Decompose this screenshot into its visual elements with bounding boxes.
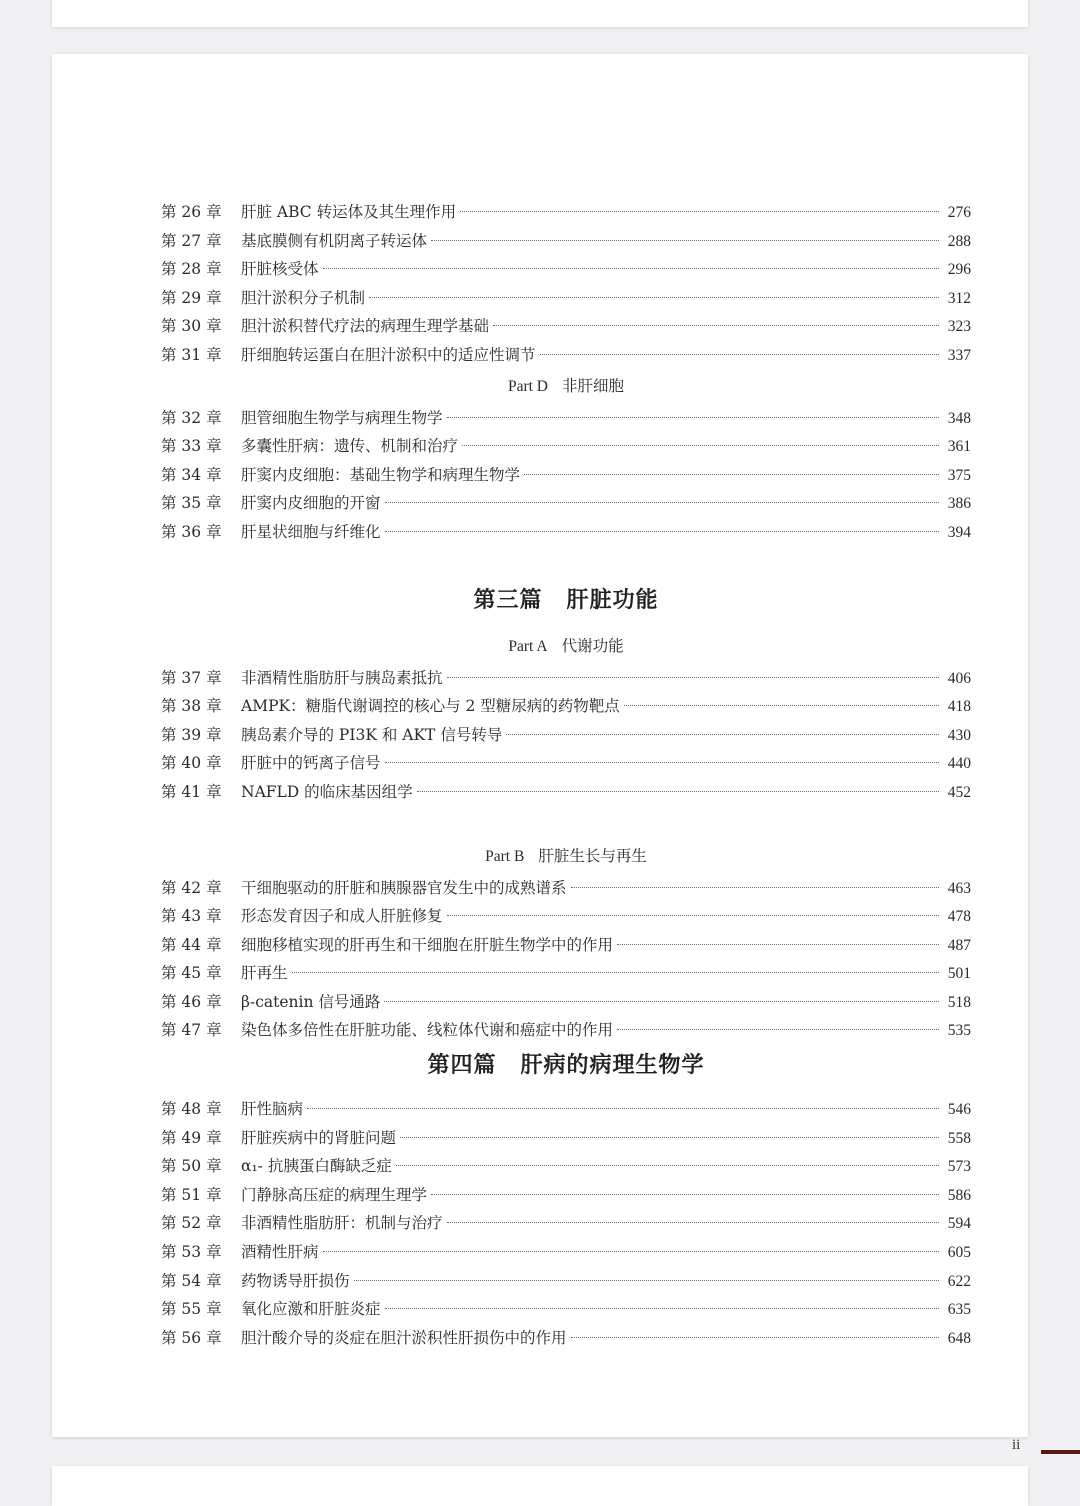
toc-entry[interactable] [161, 1152, 971, 1181]
book-part-name: 肝病的病理生物学 [520, 1052, 705, 1079]
dot-leader [624, 705, 939, 706]
dot-leader [384, 1001, 939, 1002]
chapter-title: 肝细胞转运蛋白在胆汁淤积中的适应性调节 [241, 345, 536, 364]
toc-entry[interactable] [161, 284, 971, 313]
chapter-number: 第 50 章 [161, 1157, 222, 1176]
dot-leader [400, 1137, 939, 1138]
toc-entry[interactable] [161, 902, 971, 931]
toc-section [161, 580, 971, 807]
toc-entry[interactable] [161, 1295, 971, 1324]
page-number: ii [1012, 1437, 1021, 1453]
chapter-title: 染色体多倍性在肝脏功能、线粒体代谢和癌症中的作用 [241, 1021, 614, 1040]
dot-leader [396, 1165, 939, 1166]
chapter-title: 形态发育因子和成人肝脏修复 [241, 907, 443, 926]
chapter-page-number: 535 [947, 1022, 971, 1040]
next-page-sheet [52, 1466, 1028, 1506]
chapter-number: 第 41 章 [161, 782, 222, 801]
book-part-title [161, 580, 971, 630]
toc-entry[interactable] [161, 1209, 971, 1238]
chapter-number: 第 28 章 [161, 260, 222, 279]
toc-entry[interactable] [161, 1181, 971, 1210]
chapter-page-number: 586 [947, 1186, 971, 1204]
toc-entry[interactable] [161, 1016, 971, 1045]
chapter-title: 肝脏核受体 [241, 260, 319, 279]
toc-section [161, 840, 971, 1046]
part-label: Part B [485, 847, 525, 865]
chapter-page-number: 361 [947, 438, 971, 456]
table-of-contents [161, 198, 971, 1352]
part-heading [161, 630, 971, 664]
chapter-title: 肝窦内皮细胞的开窗 [241, 494, 381, 513]
dot-leader [431, 240, 939, 241]
chapter-number: 第 27 章 [161, 231, 222, 250]
chapter-title: 肝性脑病 [241, 1100, 304, 1119]
chapter-number: 第 55 章 [161, 1300, 222, 1319]
chapter-number: 第 35 章 [161, 494, 222, 513]
toc-entry[interactable] [161, 1238, 971, 1267]
chapter-number: 第 38 章 [161, 697, 222, 716]
toc-entry[interactable] [161, 988, 971, 1017]
toc-entry[interactable] [161, 312, 971, 341]
chapter-page-number: 605 [947, 1244, 971, 1262]
toc-entry[interactable] [161, 1324, 971, 1353]
chapter-number: 第 30 章 [161, 317, 222, 336]
chapter-number: 第 43 章 [161, 907, 222, 926]
chapter-number: 第 56 章 [161, 1328, 222, 1347]
toc-entry[interactable] [161, 664, 971, 693]
chapter-page-number: 518 [947, 993, 971, 1011]
chapter-page-number: 323 [947, 318, 971, 336]
toc-entry[interactable] [161, 404, 971, 433]
chapter-number: 第 36 章 [161, 522, 222, 541]
chapter-page-number: 648 [947, 1329, 971, 1347]
chapter-page-number: 288 [947, 232, 971, 250]
chapter-page-number: 386 [947, 495, 971, 513]
chapter-number: 第 32 章 [161, 408, 222, 427]
part-name: 非肝细胞 [562, 376, 625, 395]
chapter-title: 肝星状细胞与纤维化 [241, 522, 381, 541]
chapter-title: 酒精性肝病 [241, 1243, 319, 1262]
chapter-page-number: 348 [947, 409, 971, 427]
toc-entry[interactable] [161, 1267, 971, 1296]
chapter-title: 非酒精性脂肪肝：机制与治疗 [241, 1214, 443, 1233]
book-part-number: 第四篇 [427, 1052, 497, 1079]
chapter-title: 肝脏中的钙离子信号 [241, 754, 381, 773]
chapter-title: AMPK：糖脂代谢调控的核心与 2 型糖尿病的药物靶点 [241, 697, 620, 716]
toc-entry[interactable] [161, 1095, 971, 1124]
chapter-page-number: 312 [947, 289, 971, 307]
toc-page [52, 54, 1028, 1453]
dot-leader [540, 354, 939, 355]
chapter-title: 肝窦内皮细胞：基础生物学和病理生物学 [241, 465, 521, 484]
toc-entry[interactable] [161, 1124, 971, 1153]
dot-leader [417, 791, 939, 792]
chapter-number: 第 33 章 [161, 437, 222, 456]
dot-leader [385, 531, 939, 532]
toc-entry[interactable] [161, 749, 971, 778]
chapter-title: NAFLD 的临床基因组学 [241, 782, 413, 801]
chapter-number: 第 47 章 [161, 1021, 222, 1040]
dot-leader [617, 1029, 939, 1030]
chapter-title: 药物诱导肝损伤 [241, 1271, 350, 1290]
chapter-number: 第 40 章 [161, 754, 222, 773]
dot-leader [447, 677, 939, 678]
chapter-title: 胰岛素介导的 PI3K 和 AKT 信号转导 [241, 725, 503, 744]
dot-leader [385, 502, 939, 503]
chapter-title: β-catenin 信号通路 [241, 992, 381, 1011]
part-heading [161, 370, 971, 404]
dot-leader [307, 1108, 939, 1109]
chapter-title: 胆汁淤积分子机制 [241, 288, 366, 307]
chapter-number: 第 48 章 [161, 1100, 222, 1119]
dot-leader [506, 734, 939, 735]
chapter-page-number: 337 [947, 346, 971, 364]
chapter-title: 干细胞驱动的肝脏和胰腺器官发生中的成熟谱系 [241, 878, 567, 897]
chapter-title: 细胞移植实现的肝再生和干细胞在肝脏生物学中的作用 [241, 935, 614, 954]
chapter-number: 第 53 章 [161, 1243, 222, 1262]
toc-entry[interactable] [161, 518, 971, 547]
chapter-title: 门静脉高压症的病理生理学 [241, 1185, 428, 1204]
dot-leader [447, 915, 939, 916]
toc-entry[interactable] [161, 959, 971, 988]
chapter-title: 肝脏 ABC 转运体及其生理作用 [241, 203, 457, 221]
chapter-number: 第 42 章 [161, 878, 222, 897]
chapter-title: 基底膜侧有机阴离子转运体 [241, 231, 428, 250]
chapter-number: 第 52 章 [161, 1214, 222, 1233]
chapter-number: 第 37 章 [161, 668, 222, 687]
toc-entry[interactable] [161, 692, 971, 721]
toc-entry[interactable] [161, 341, 971, 370]
dot-leader [369, 297, 939, 298]
dot-leader [447, 417, 939, 418]
chapter-page-number: 375 [947, 466, 971, 484]
dot-leader [460, 211, 939, 212]
chapter-page-number: 622 [947, 1272, 971, 1290]
chapter-number: 第 51 章 [161, 1185, 222, 1204]
page-number-bar [1041, 1450, 1080, 1454]
part-name: 代谢功能 [561, 636, 624, 655]
chapter-page-number: 501 [947, 965, 971, 983]
toc-section [161, 1045, 971, 1352]
chapter-number: 第 54 章 [161, 1271, 222, 1290]
toc-entry[interactable] [161, 931, 971, 960]
chapter-number: 第 26 章 [161, 203, 222, 221]
chapter-title: α₁- 抗胰蛋白酶缺乏症 [241, 1157, 392, 1176]
chapter-page-number: 594 [947, 1215, 971, 1233]
dot-leader [493, 325, 939, 326]
dot-leader [323, 1251, 939, 1252]
book-part-name: 肝脏功能 [566, 586, 659, 613]
chapter-page-number: 463 [947, 879, 971, 897]
chapter-page-number: 406 [947, 669, 971, 687]
chapter-number: 第 46 章 [161, 992, 222, 1011]
toc-entry[interactable] [161, 778, 971, 807]
chapter-page-number: 430 [947, 726, 971, 744]
chapter-page-number: 487 [947, 936, 971, 954]
chapter-number: 第 29 章 [161, 288, 222, 307]
toc-entry[interactable] [161, 489, 971, 518]
chapter-number: 第 34 章 [161, 465, 222, 484]
chapter-title: 胆管细胞生物学与病理生物学 [241, 408, 443, 427]
part-label: Part D [507, 377, 549, 395]
chapter-page-number: 296 [947, 261, 971, 279]
book-part-title [161, 1045, 971, 1095]
dot-leader [385, 762, 939, 763]
toc-entry[interactable] [161, 227, 971, 256]
dot-leader [617, 944, 939, 945]
chapter-page-number: 418 [947, 698, 971, 716]
chapter-page-number: 394 [947, 523, 971, 541]
chapter-number: 第 39 章 [161, 725, 222, 744]
chapter-page-number: 573 [947, 1158, 971, 1176]
chapter-page-number: 440 [947, 755, 971, 773]
book-part-number: 第三篇 [473, 586, 543, 613]
chapter-page-number: 558 [947, 1129, 971, 1147]
dot-leader [524, 474, 939, 475]
dot-leader [571, 1337, 939, 1338]
toc-entry[interactable] [161, 461, 971, 490]
toc-entry[interactable] [161, 432, 971, 461]
dot-leader [323, 268, 939, 269]
toc-entry[interactable] [161, 874, 971, 903]
chapter-title: 肝再生 [241, 964, 288, 983]
previous-page-sheet [52, 0, 1028, 27]
chapter-number: 第 45 章 [161, 964, 222, 983]
toc-entry[interactable] [161, 255, 971, 284]
toc-entry[interactable] [161, 721, 971, 750]
dot-leader [354, 1280, 939, 1281]
chapter-page-number: 478 [947, 908, 971, 926]
chapter-title: 胆汁淤积替代疗法的病理生理学基础 [241, 317, 490, 336]
chapter-title: 胆汁酸介导的炎症在胆汁淤积性肝损伤中的作用 [241, 1328, 567, 1347]
part-heading [161, 840, 971, 874]
dot-leader [385, 1308, 939, 1309]
dot-leader [571, 887, 939, 888]
chapter-page-number: 452 [947, 783, 971, 801]
part-name: 肝脏生长与再生 [538, 846, 647, 865]
chapter-page-number: 635 [947, 1301, 971, 1319]
chapter-page-number: 546 [947, 1101, 971, 1119]
chapter-number: 第 44 章 [161, 935, 222, 954]
toc-section [161, 370, 971, 547]
dot-leader [292, 972, 939, 973]
toc-entry[interactable] [161, 198, 971, 227]
chapter-page-number: 276 [947, 204, 971, 221]
chapter-title: 肝脏疾病中的肾脏问题 [241, 1128, 397, 1147]
toc-section [161, 198, 971, 370]
chapter-number: 第 31 章 [161, 345, 222, 364]
part-label: Part A [508, 637, 548, 655]
dot-leader [447, 1222, 939, 1223]
chapter-title: 氧化应激和肝脏炎症 [241, 1300, 381, 1319]
dot-leader [462, 445, 939, 446]
chapter-number: 第 49 章 [161, 1128, 222, 1147]
chapter-title: 多囊性肝病：遗传、机制和治疗 [241, 437, 459, 456]
chapter-title: 非酒精性脂肪肝与胰岛素抵抗 [241, 668, 443, 687]
dot-leader [431, 1194, 939, 1195]
